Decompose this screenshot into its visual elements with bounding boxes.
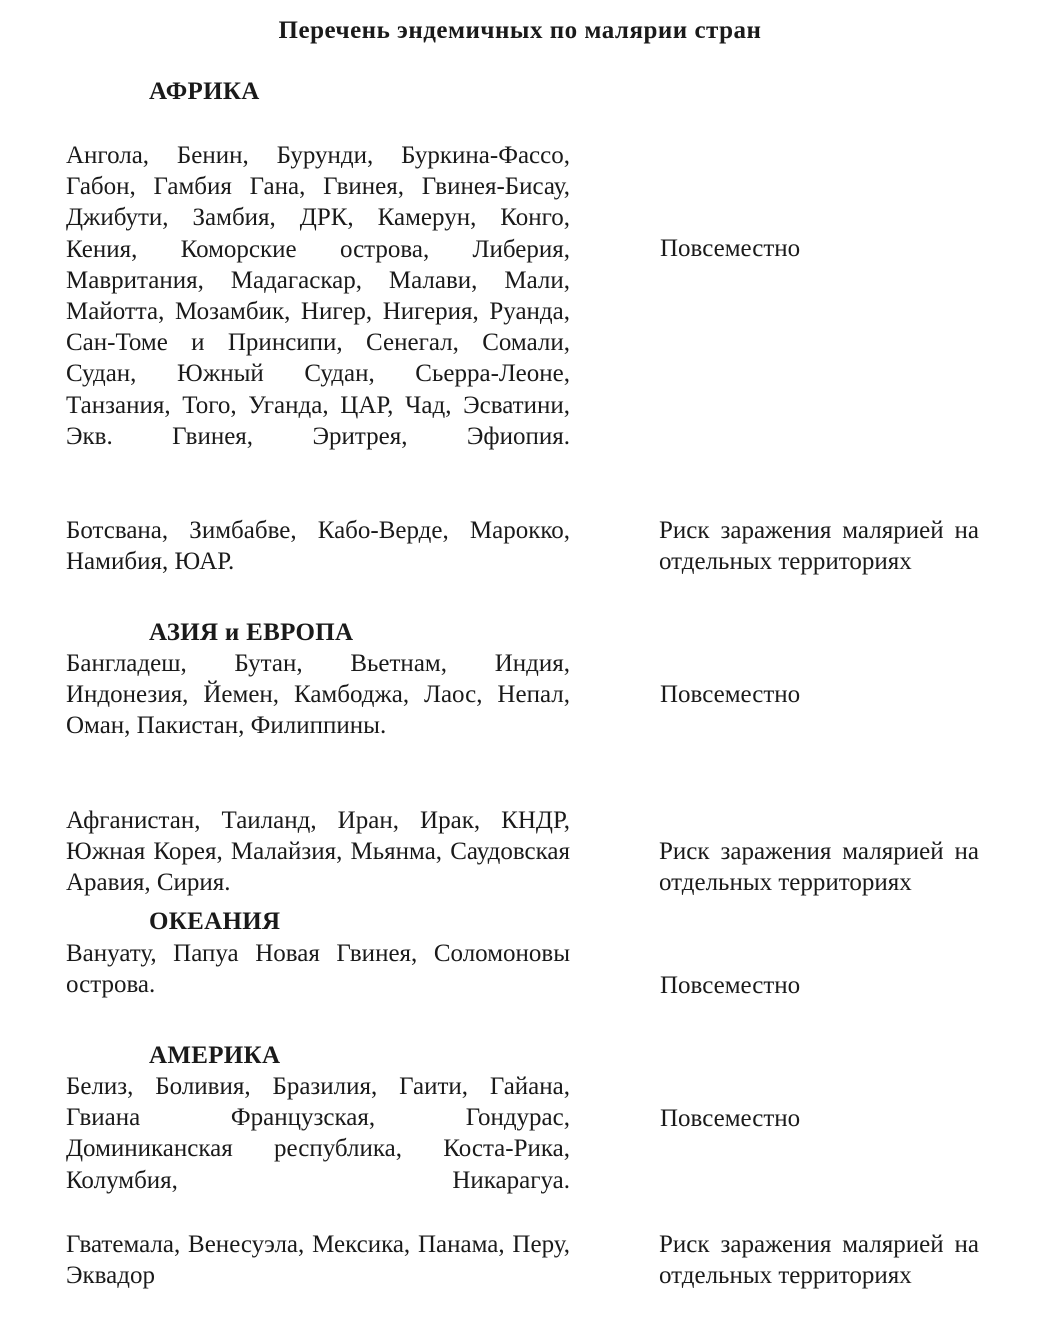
status-america-risk: Риск заражения малярией на отдельных территориях <box>659 1231 979 1290</box>
countries-america-everywhere: Белиз, Боливия, Бразилия, Гаити, Гайана, Гвиана Французская, Гондурас, Доминиканская республика, Коста-Рика, Колумбия, Никарагуа. <box>66 1073 570 1194</box>
region-heading-oceania: ОКЕАНИЯ <box>149 908 281 935</box>
region-heading-asia-europe: АЗИЯ и ЕВРОПА <box>149 619 354 646</box>
region-heading-america: АМЕРИКА <box>149 1042 281 1069</box>
status-oceania-everywhere: Повсеместно <box>660 972 801 999</box>
countries-africa-risk: Ботсвана, Зимбабве, Кабо-Верде, Марокко, Намибия, ЮАР. <box>66 517 570 576</box>
countries-oceania-everywhere: Вануату, Папуа Новая Гвинея, Соломоновы острова. <box>66 940 570 999</box>
document-title: Перечень эндемичных по малярии стран <box>278 17 762 44</box>
countries-asia-everywhere: Бангладеш, Бутан, Вьетнам, Индия, Индонезия, Йемен, Камбоджа, Лаос, Непал, Оман, Пакистан, Филиппины. <box>66 650 570 740</box>
status-africa-everywhere: Повсеместно <box>660 235 801 262</box>
status-america-everywhere: Повсеместно <box>660 1105 801 1132</box>
countries-africa-everywhere: Ангола, Бенин, Бурунди, Буркина-Фассо, Габон, Гамбия Гана, Гвинея, Гвинея-Бисау, Джибути, Замбия, ДРК, Камерун, Конго, Кения, Коморские острова, Либерия, Мавритания, Мадагаскар, Малави, Мали, Майотта, Мозамбик, Нигер, Нигерия, Руанда, Сан-Томе и Принсипи, Сенегал, Сомали, Судан, Южный Судан, Сьерра-Леоне, Танзания, Того, Уганда, ЦАР, Чад, Эсватини, Экв. Гвинея, Эритрея, Эфиопия. <box>66 142 570 450</box>
status-africa-risk: Риск заражения малярией на отдельных территориях <box>659 517 979 576</box>
countries-america-risk: Гватемала, Венесуэла, Мексика, Панама, Перу, Эквадор <box>66 1231 570 1290</box>
status-asia-everywhere: Повсеместно <box>660 681 801 708</box>
status-asia-risk: Риск заражения малярией на отдельных территориях <box>659 838 979 897</box>
region-heading-africa: АФРИКА <box>149 78 260 105</box>
countries-asia-risk: Афганистан, Таиланд, Иран, Ирак, КНДР, Южная Корея, Малайзия, Мьянма, Саудовская Аравия, Сирия. <box>66 807 570 897</box>
